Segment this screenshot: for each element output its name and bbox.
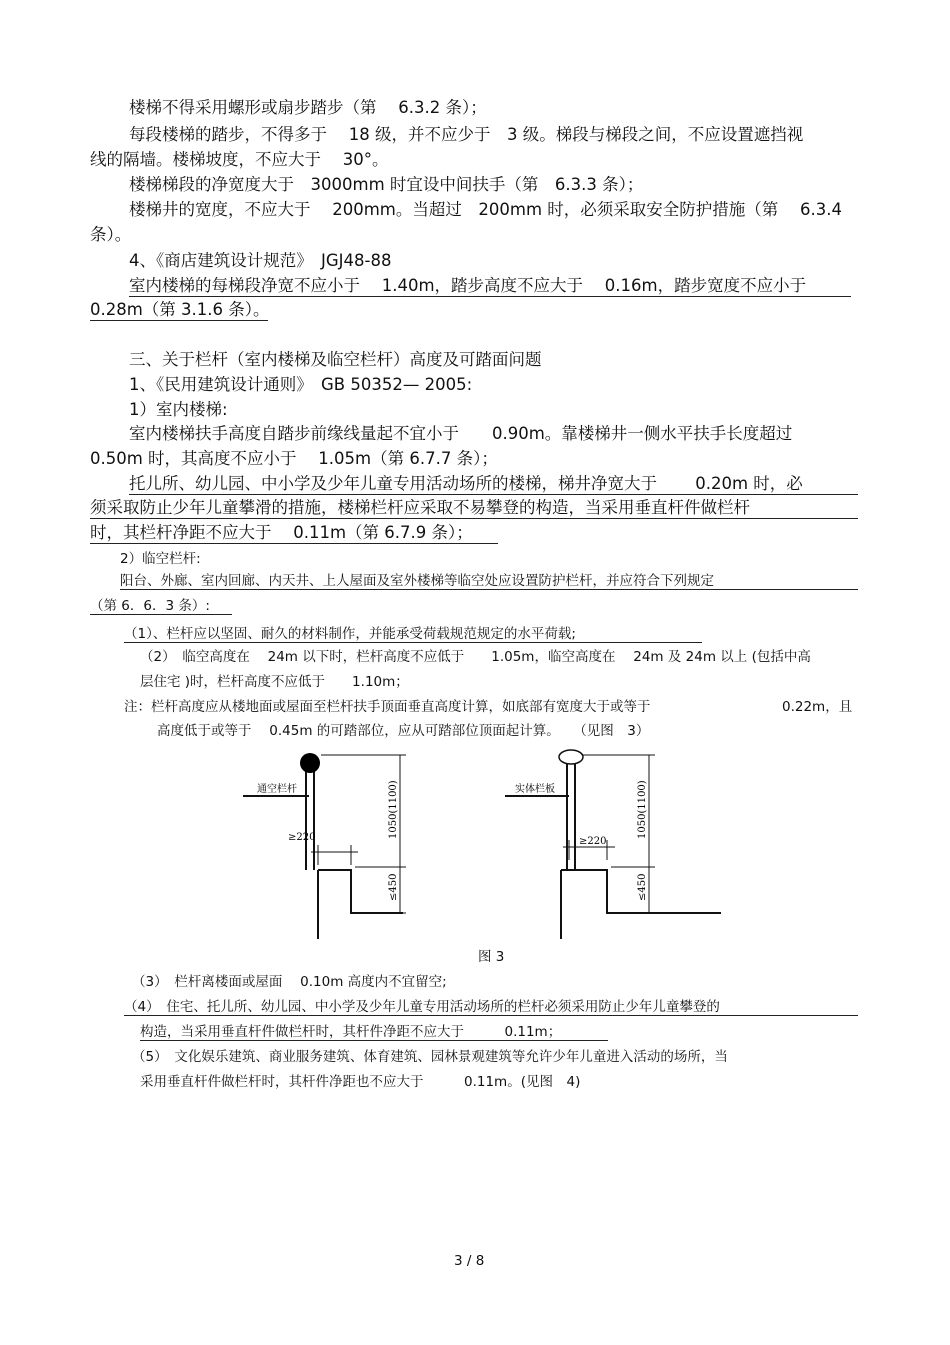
text-line: （2） 临空高度在 24m 以下时，栏杆高度不应低于 1.05m，临空高度在 24m 及 24m 以上 (包括中高 <box>140 649 811 665</box>
railing-height-figure <box>243 743 738 939</box>
note-line: 注：栏杆高度应从楼地面或屋面至栏杆扶手顶面垂直高度计算，如底部有宽度大于或等于 <box>124 699 651 715</box>
text-line: 条）。 <box>90 225 132 244</box>
text-line: 楼梯梯段的净宽度大于 3000mm 时宜设中间扶手（第 6.3.3 条）； <box>129 175 644 194</box>
right-handrail-icon <box>559 750 583 764</box>
right-height-dimension: 1050(1100) <box>637 780 648 839</box>
text-line: 1、《民用建筑设计通则》 GB 50352— 2005: <box>129 375 473 394</box>
text-line: 0.50m 时，其高度不应小于 1.05m（第 6.7.7 条）； <box>90 449 498 468</box>
right-step-dimension: ≤450 <box>637 873 648 901</box>
text-line: 1）室内楼梯: <box>129 400 228 419</box>
text-line: 2）临空栏杆: <box>120 551 201 567</box>
text-line: 层住宅 )时，栏杆高度不应低于 1.10m； <box>140 674 409 690</box>
figure-caption: 图 3 <box>478 949 505 965</box>
text-line: 楼梯井的宽度，不应大于 200mm。当超过 200mm 时，必须采取安全防护措施（第 6.3.4 <box>129 200 842 219</box>
underlined-line: 阳台、外廊、室内回廊、内天井、上人屋面及室外楼梯等临空处应设置防护栏杆，并应符合下列规定 <box>120 569 858 590</box>
right-gap-dimension: ≥220 <box>579 836 607 847</box>
underlined-line: （第 6．6．3 条）: <box>90 594 232 615</box>
left-railing-label: 通空栏杆 <box>257 784 297 795</box>
page-number: 3 / 8 <box>454 1253 485 1269</box>
underlined-line: 时，其栏杆净距不应大于 0.11m（第 6.7.9 条）； <box>90 519 498 544</box>
section-heading: 三、关于栏杆（室内楼梯及临空栏杆）高度及可踏面问题 <box>129 350 542 369</box>
text-line: （5） 文化娱乐建筑、商业服务建筑、体育建筑、园林景观建筑等允许少年儿童进入活动的场所，当 <box>132 1049 728 1065</box>
underlined-line: 构造，当采用垂直杆件做栏杆时，其杆件净距不应大于 0.11m； <box>140 1020 608 1041</box>
text-line: 4、《商店建筑设计规范》 JGJ48-88 <box>129 251 392 270</box>
underlined-line: （4） 住宅、托儿所、幼儿园、中小学及少年儿童专用活动场所的栏杆必须采用防止少年儿童攀登的 <box>124 995 858 1016</box>
text-line: 楼梯不得采用螺形或扇步踏步（第 6.3.2 条）； <box>129 98 487 117</box>
text-line: 采用垂直杆件做栏杆时，其杆件净距也不应大于 0.11m。(见图 4) <box>140 1074 581 1090</box>
right-railing-label: 实体栏板 <box>515 784 555 795</box>
text-line: 线的隔墙。楼梯坡度，不应大于 30°。 <box>90 150 389 169</box>
left-gap-dimension: ≥220 <box>288 832 316 843</box>
left-handrail-icon <box>300 753 320 773</box>
underlined-line: 室内楼梯的每梯段净宽不应小于 1.40m，踏步高度不应大于 0.16m，踏步宽度不应小于 <box>129 272 851 297</box>
underlined-line: 托儿所、幼儿园、中小学及少年儿童专用活动场所的楼梯，梯井净宽大于 0.20m 时，必 <box>129 470 858 495</box>
left-step-dimension: ≤450 <box>388 873 399 901</box>
note-line: 高度低于或等于 0.45m 的可踏部位，应从可踏部位顶面起计算。 （见图 3） <box>157 723 650 739</box>
underlined-line: 须采取防止少年儿童攀滑的措施，楼梯栏杆应采取不易攀登的构造，当采用垂直杆件做栏杆 <box>90 494 858 519</box>
text-line: 每段楼梯的踏步，不得多于 18 级，并不应少于 3 级。梯段与梯段之间，不应设置遮挡视 <box>129 125 804 144</box>
underlined-line: 0.28m（第 3.1.6 条）。 <box>90 296 268 321</box>
left-height-dimension: 1050(1100) <box>388 780 399 839</box>
underlined-line: （1）、栏杆应以坚固、耐久的材料制作，并能承受荷载规范规定的水平荷载; <box>124 622 702 643</box>
text-line: 室内楼梯扶手高度自踏步前缘线量起不宜小于 0.90m。靠楼梯井一侧水平扶手长度超过 <box>129 424 793 443</box>
note-line: 0.22m，且 <box>782 699 853 715</box>
text-line: （3） 栏杆离楼面或屋面 0.10m 高度内不宜留空; <box>132 974 447 990</box>
